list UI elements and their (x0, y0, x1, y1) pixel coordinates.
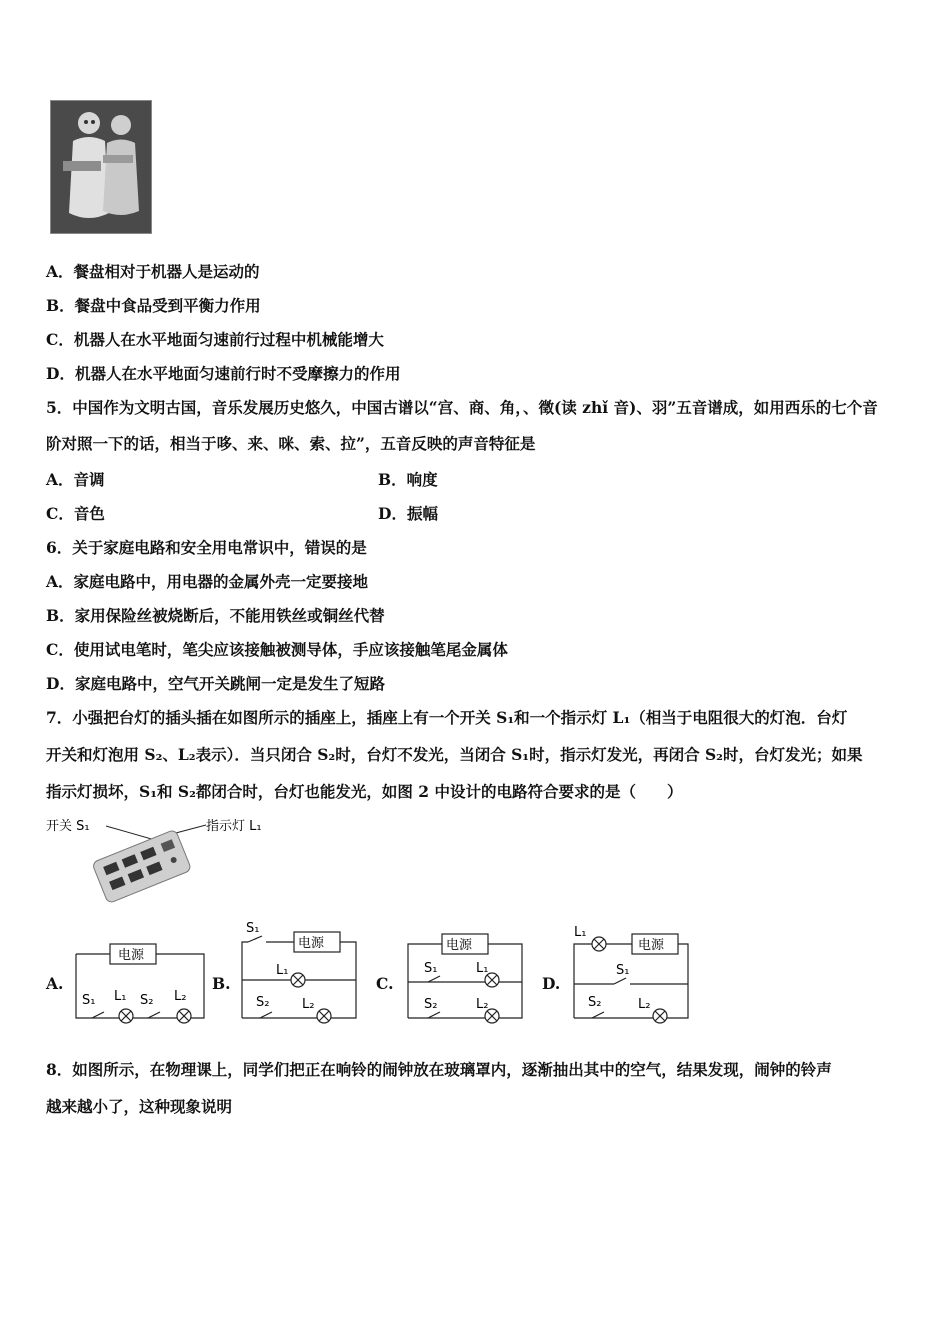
q4-option-c: C．机器人在水平地面匀速前行过程中机械能增大 (46, 330, 384, 349)
s1-label: S₁ (616, 963, 630, 978)
l2-label: L₂ (174, 989, 187, 1004)
circuit-c (402, 930, 530, 1026)
circuit-a (70, 938, 210, 1026)
circuit-option-c-label: C. (376, 974, 394, 993)
s2-label: S₂ (424, 997, 438, 1012)
q7-stem-line1: 7．小强把台灯的插头插在如图所示的插座上，插座上有一个开关 S₁和一个指示灯 L₁（相当于电阻很大的灯泡．台灯 (46, 708, 848, 727)
q6-option-c: C．使用试电笔时，笔尖应该接触被测导体，手应该接触笔尾金属体 (46, 640, 508, 659)
l2-label: L₂ (476, 997, 489, 1012)
q6-stem: 6．关于家庭电路和安全用电常识中，错误的是 (46, 538, 367, 557)
q5-option-b: B．响度 (378, 470, 438, 489)
q7-stem-line2: 开关和灯泡用 S₂、L₂表示）．当只闭合 S₂时，台灯不发光，当闭合 S₁时，指示灯发光，再闭合 S₂时，台灯发光；如果 (46, 745, 863, 764)
l2-label: L₂ (638, 997, 651, 1012)
circuit-option-a-label: A. (46, 974, 64, 993)
s1-label: S₁ (82, 993, 96, 1008)
indicator-l1-label: 指示灯 L₁ (206, 819, 262, 834)
l1-label: L₁ (276, 963, 289, 978)
l1-label: L₁ (114, 989, 127, 1004)
power-strip-figure (44, 812, 294, 910)
power-source-label: 电源 (118, 948, 145, 963)
q5-stem-line2: 阶对照一下的话，相当于哆、来、咪、索、拉”，五音反映的声音特征是 (46, 434, 536, 453)
circuit-b (236, 922, 364, 1026)
robot-waiter-photo (50, 100, 152, 234)
s2-label: S₂ (588, 995, 602, 1010)
q4-option-a: A．餐盘相对于机器人是运动的 (46, 262, 260, 281)
s2-label: S₂ (140, 993, 154, 1008)
circuit-d (566, 922, 696, 1026)
l2-label: L₂ (302, 997, 315, 1012)
q4-option-d: D．机器人在水平地面匀速前行时不受摩擦力的作用 (46, 364, 401, 383)
circuit-option-d-label: D. (542, 974, 561, 993)
q5-option-d: D．振幅 (378, 504, 438, 523)
q5-option-c: C．音色 (46, 504, 105, 523)
power-source-label: 电源 (446, 938, 473, 953)
q8-stem-line1: 8．如图所示，在物理课上，同学们把正在响铃的闹钟放在玻璃罩内，逐渐抽出其中的空气，结果发现，闹钟的铃声 (46, 1060, 832, 1079)
q6-option-d: D．家庭电路中，空气开关跳闸一定是发生了短路 (46, 674, 385, 693)
robot-image (51, 101, 151, 233)
s2-label: S₂ (256, 995, 270, 1010)
q5-stem-line1: 5．中国作为文明古国，音乐发展历史悠久，中国古谱以“宫、商、角，、徵(读 zhǐ 音)、羽”五音谱成，如用西乐的七个音 (46, 398, 878, 417)
power-source-label: 电源 (638, 938, 665, 953)
q4-option-b: B．餐盘中食品受到平衡力作用 (46, 296, 261, 315)
circuit-option-b-label: B. (212, 974, 231, 993)
switch-s1-label: 开关 S₁ (46, 819, 90, 834)
power-source-label: 电源 (298, 936, 325, 951)
s1-label: S₁ (246, 922, 260, 936)
q7-stem-line3: 指示灯损坏，S₁和 S₂都闭合时，台灯也能发光，如图 2 中设计的电路符合要求的是（ ） (46, 782, 683, 801)
q5-option-a: A．音调 (46, 470, 105, 489)
q6-option-b: B．家用保险丝被烧断后，不能用铁丝或铜丝代替 (46, 606, 385, 625)
l1-label: L₁ (476, 961, 489, 976)
s1-label: S₁ (424, 961, 438, 976)
q8-stem-line2: 越来越小了，这种现象说明 (46, 1097, 233, 1116)
l1-label: L₁ (574, 925, 587, 940)
q6-option-a: A．家庭电路中，用电器的金属外壳一定要接地 (46, 572, 369, 591)
